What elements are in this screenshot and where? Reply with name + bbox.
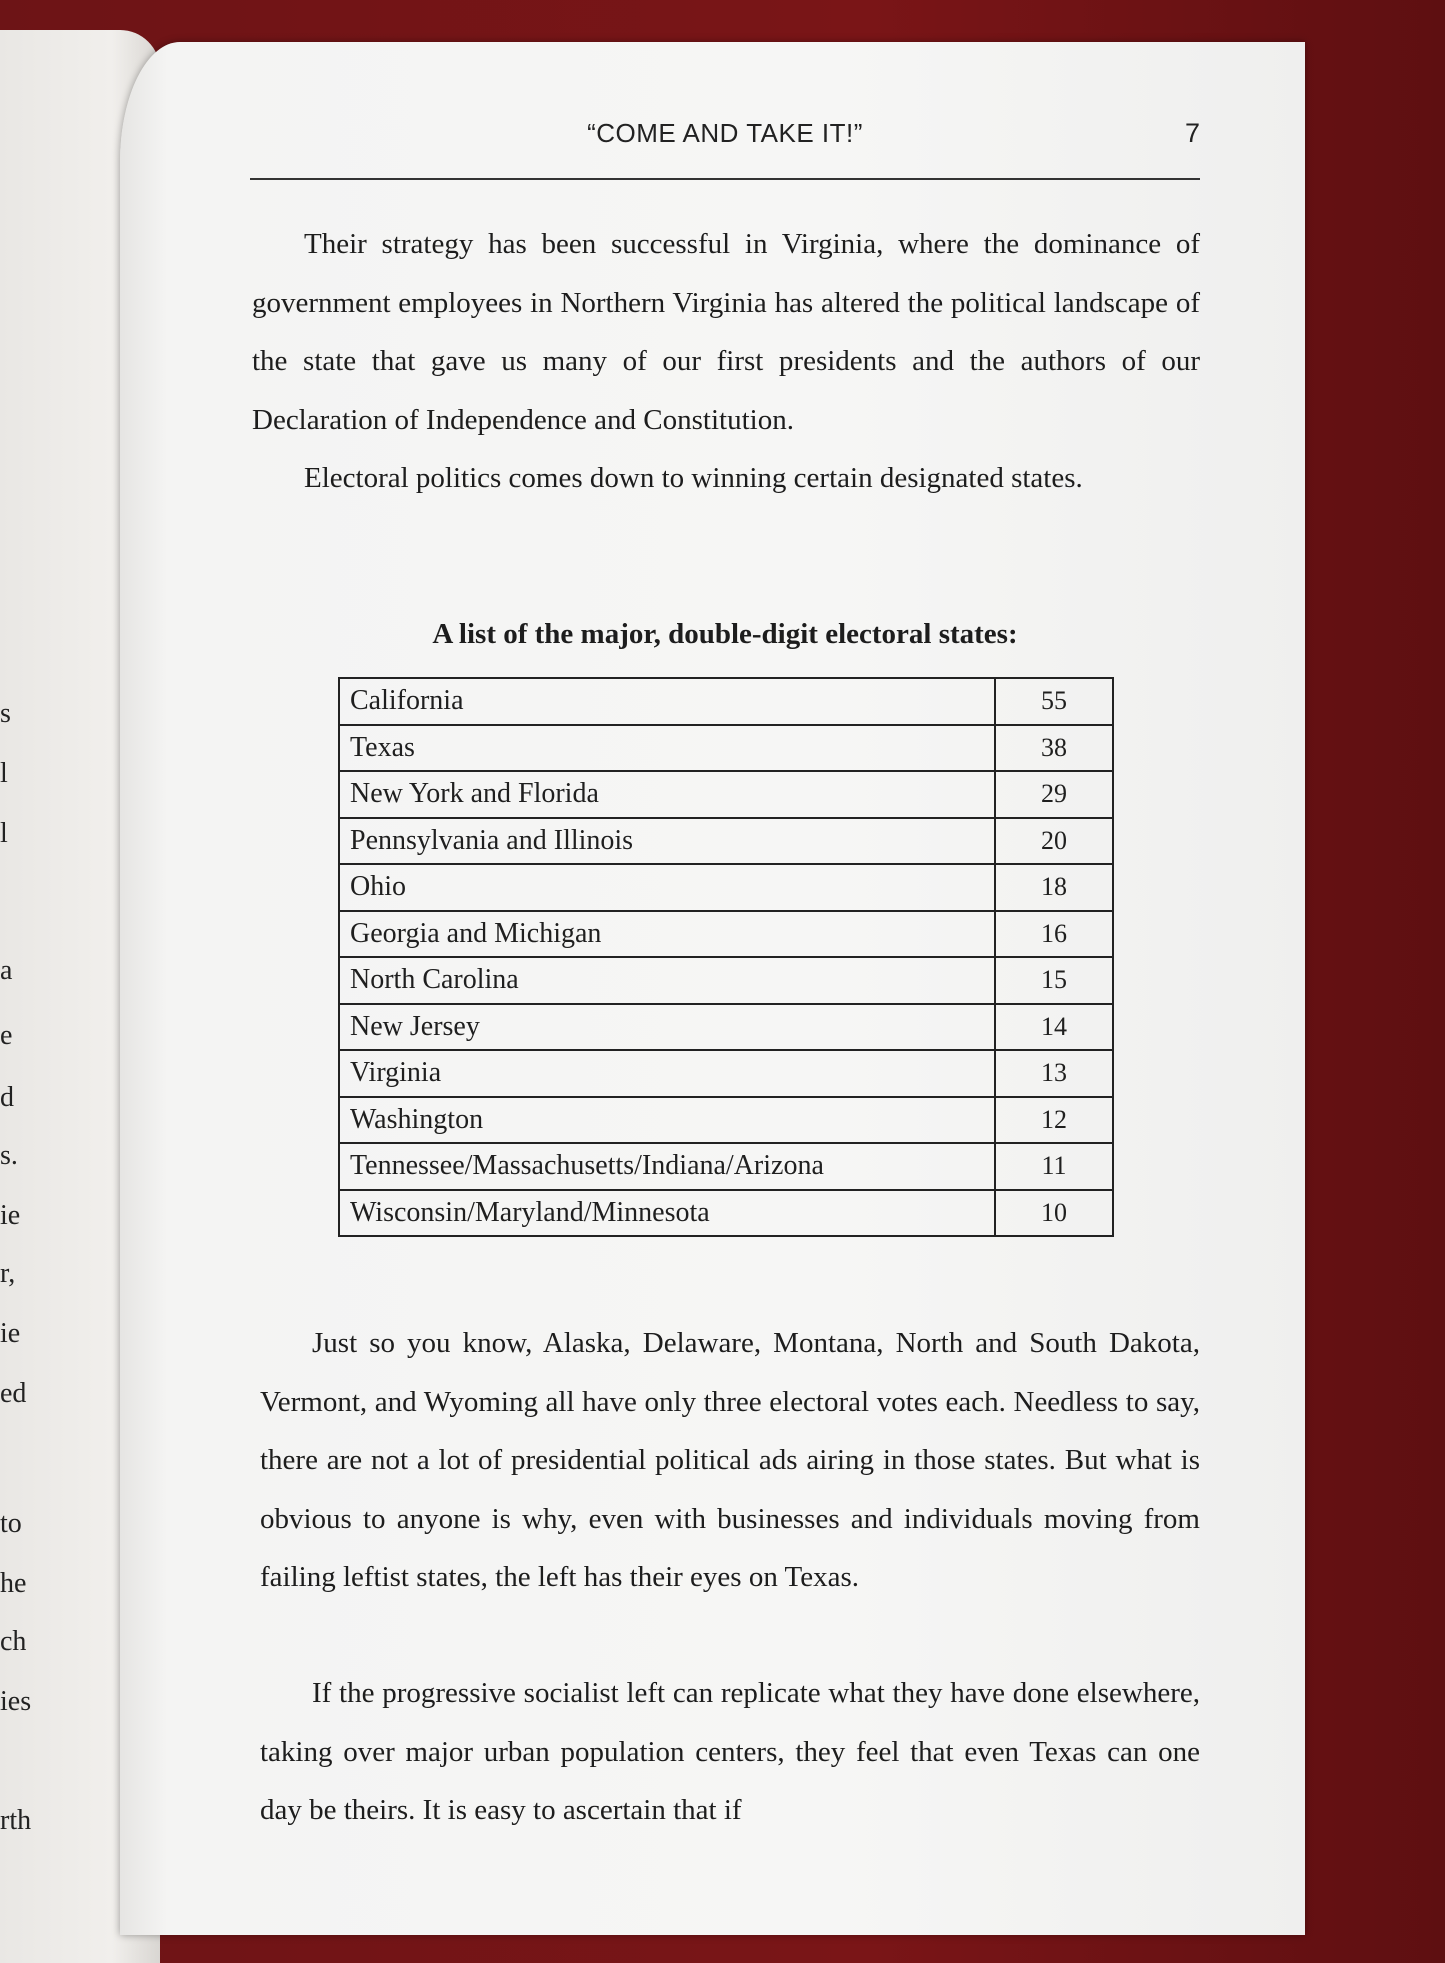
state-cell: Washington: [339, 1097, 995, 1144]
state-cell: Virginia: [339, 1050, 995, 1097]
left-text-fragment: s.: [0, 1140, 18, 1171]
votes-cell: 14: [995, 1004, 1113, 1051]
state-cell: Tennessee/Massachusetts/Indiana/Arizona: [339, 1143, 995, 1190]
left-text-fragment: r,: [0, 1258, 16, 1289]
table-row: [339, 1050, 1113, 1097]
left-text-fragment: e: [0, 1020, 13, 1051]
paragraph-virginia-strategy: Their strategy has been successful in Virginia, where the dominance of government employees in Northern Virginia has altered the political landscape of the state that gave us many of our first presidents and the authors of our Declaration of Independence and Constitution.: [252, 228, 1200, 436]
votes-cell: 15: [995, 957, 1113, 1004]
left-text-fragment: rth: [0, 1805, 32, 1836]
state-cell: Pennsylvania and Illinois: [339, 818, 995, 865]
paragraph-progressive-left: If the progressive socialist left can replicate what they have done elsewhere, taking over major urban population centers, they feel that even Texas can one day be theirs. It is easy to ascertain that if: [260, 1677, 1200, 1826]
left-text-fragment: ed: [0, 1378, 27, 1409]
left-text-fragment: ies: [0, 1686, 32, 1717]
page-number: 7: [1184, 118, 1200, 148]
left-text-fragment: to: [0, 1508, 22, 1539]
votes-cell: 13: [995, 1050, 1113, 1097]
table-row: [339, 864, 1113, 911]
table-row: [339, 1143, 1113, 1190]
table-row: [339, 771, 1113, 818]
table-row: [339, 818, 1113, 865]
table-row: [339, 911, 1113, 958]
table-caption: A list of the major, double-digit electoral states:: [432, 618, 1018, 650]
table-row: [339, 678, 1113, 725]
left-text-fragment: ie: [0, 1200, 21, 1231]
state-cell: Wisconsin/Maryland/Minnesota: [339, 1190, 995, 1237]
table-row: [339, 957, 1113, 1004]
votes-cell: 12: [995, 1097, 1113, 1144]
page-header: [250, 118, 1200, 180]
running-head: “COME AND TAKE IT!”: [587, 118, 863, 148]
state-cell: California: [339, 678, 995, 725]
left-text-fragment: a: [0, 955, 13, 986]
state-cell: Georgia and Michigan: [339, 911, 995, 958]
votes-cell: 10: [995, 1190, 1113, 1237]
left-text-fragment: ch: [0, 1626, 27, 1657]
state-cell: Texas: [339, 725, 995, 772]
votes-cell: 11: [995, 1143, 1113, 1190]
votes-cell: 38: [995, 725, 1113, 772]
table-row: [339, 1004, 1113, 1051]
state-cell: North Carolina: [339, 957, 995, 1004]
left-text-fragment: d: [0, 1082, 14, 1113]
votes-cell: 55: [995, 678, 1113, 725]
state-cell: Ohio: [339, 864, 995, 911]
left-text-fragment: s: [0, 698, 11, 729]
left-text-fragment: l: [0, 818, 8, 849]
state-cell: New Jersey: [339, 1004, 995, 1051]
table-row: [339, 1097, 1113, 1144]
votes-cell: 18: [995, 864, 1113, 911]
electoral-states-table: [338, 677, 1114, 1237]
table-row: [339, 725, 1113, 772]
votes-cell: 20: [995, 818, 1113, 865]
paragraph-three-electoral-votes: Just so you know, Alaska, Delaware, Montana, North and South Dakota, Vermont, and Wyoming all have only three electoral votes each. Needless to say, there are not a lot of presidential political ads airing in those states. But what is obvious to anyone is why, even with businesses and individuals moving from failing leftist states, the left has their eyes on Texas.: [260, 1327, 1200, 1593]
table-row: [339, 1190, 1113, 1237]
paragraph-electoral-politics: Electoral politics comes down to winning certain designated states.: [304, 462, 1083, 494]
left-text-fragment: l: [0, 758, 8, 789]
votes-cell: 29: [995, 771, 1113, 818]
state-cell: New York and Florida: [339, 771, 995, 818]
votes-cell: 16: [995, 911, 1113, 958]
left-text-fragment: ie: [0, 1318, 21, 1349]
left-text-fragment: he: [0, 1568, 27, 1599]
